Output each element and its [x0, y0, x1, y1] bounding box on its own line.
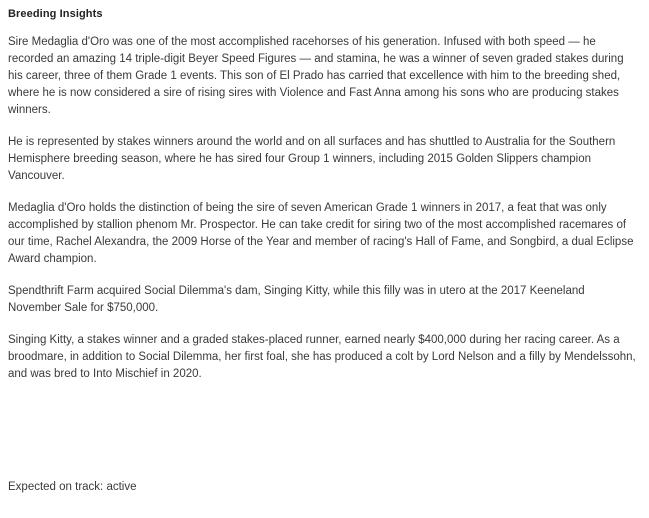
paragraph-dam-purchase: Spendthrift Farm acquired Social Dilemma's dam, Singing Kitty, while this filly was in utero at the 2017 Keeneland November Sale for $750,000.: [8, 285, 585, 314]
paragraph-dam-produce-record: Singing Kitty, a stakes winner and a graded stakes-placed runner, earned nearly $400,000 during her racing career. As a broodmare, in addition to Social Dilemma, her first foal, she has produced a colt by Lord Nelson and a filly by Mendelssohn, and was bred to Into Mischief in 2020.: [8, 334, 636, 380]
expected-on-track-status: Expected on track: active: [8, 481, 137, 493]
paragraph-international-record: He is represented by stakes winners around the world and on all surfaces and has shuttled to Australia for the Southern Hemisphere breeding season, where he has sired four Group 1 winners, including 2015 Golden Slippers champion Vancouver.: [8, 136, 616, 182]
page-title: Breeding Insights: [8, 8, 103, 20]
paragraph-grade-one-sire: Medaglia d'Oro holds the distinction of being the sire of seven American Grade 1 winners in 2017, a feat that was only accomplished by stallion phenom Mr. Prospector. He can take credit for siring two of the most accomplished racemares of our time, Rachel Alexandra, the 2009 Horse of the Year and member of racing's Hall of Fame, and Songbird, a dual Eclipse Award champion.: [8, 202, 634, 265]
paragraph-sire-overview: Sire Medaglia d'Oro was one of the most accomplished racehorses of his generation. Infused with both speed — he recorded an amazing 14 triple-digit Beyer Speed Figures — and stamina, he was a winner of seven graded stakes during his career, three of them Grade 1 events. This son of El Prado has carried that excellence with him to the breeding shed, where he is now considered a sire of rising sires with Violence and Fast Anna among his sons who are producing stakes winners.: [8, 36, 624, 116]
